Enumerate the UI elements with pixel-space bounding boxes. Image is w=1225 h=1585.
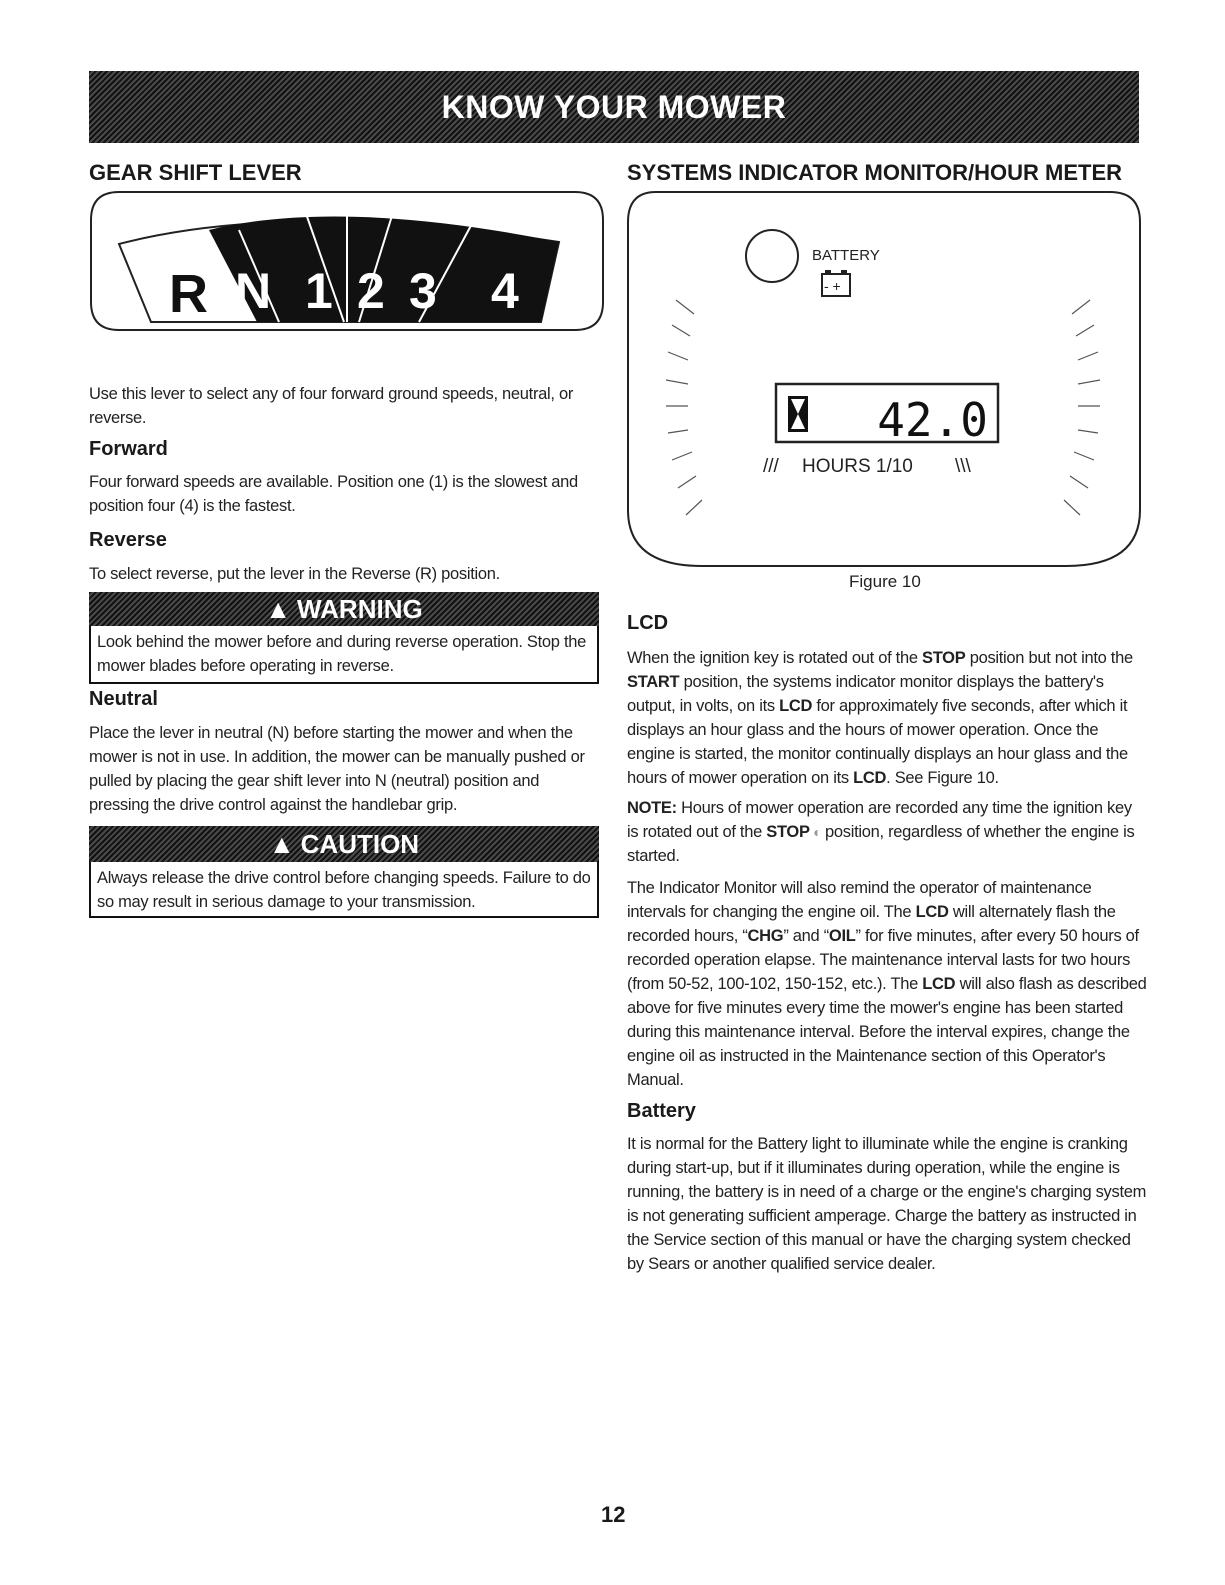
- warning-box: [89, 592, 599, 684]
- caution-text: Always release the drive control before changing speeds. Failure to do so may result in serious damage to your transmission.: [89, 862, 599, 918]
- caution-title: CAUTION: [300, 828, 420, 859]
- lcd-heading: LCD: [627, 612, 669, 634]
- gear-shift-figure: [89, 190, 605, 332]
- gear-label-n: N: [235, 263, 272, 319]
- systems-monitor-heading: SYSTEMS INDICATOR MONITOR/HOUR METER: [627, 160, 1123, 185]
- gear-shift-intro: Use this lever to select any of four forward ground speeds, neutral, or reverse.: [89, 385, 574, 427]
- caution-triangle-icon: ▲: [268, 828, 295, 859]
- battery-text: It is normal for the Battery light to illuminate while the engine is cranking during start-up, but if it illuminates during operation, while the engine is running, the battery is in need of a charge or the engine's charging system is not generating sufficient amperage. Charge the battery as instructed in the Service section of this manual or have the charging system checked by Sears or another qualified service dealer.: [627, 1135, 1147, 1273]
- neutral-text: Place the lever in neutral (N) before starting the mower and when the mower is not in use. In addition, the mower can be manually pushed or pulled by placing the gear shift lever into N (neutral) position and pressing the drive control against the handlebar grip.: [89, 724, 585, 814]
- reverse-heading: Reverse: [89, 529, 167, 551]
- gear-label-1: 1: [305, 263, 333, 319]
- battery-heading: Battery: [627, 1100, 696, 1122]
- key-off-icon: ◐: [809, 824, 826, 840]
- lcd-note: NOTE: Hours of mower operation are recorded any time the ignition key is rotated out of the STOP ◐ position, regardless of whether the engine is started.: [627, 799, 1135, 865]
- lcd-paragraph-2: The Indicator Monitor will also remind the operator of maintenance intervals for changing the engine oil. The LCD will alternately flash the recorded hours, “CHG” and “OIL” for five minutes, after every 50 hours of recorded operation elapse. The maintenance interval lasts for two hours (from 50-52, 100-102, 150-152, etc.). The LCD will also flash as described above for five minutes every time the mower's engine has been started during this maintenance interval. Before the interval expires, change the engine oil as instructed in the Maintenance section of this Operator's Manual.: [627, 879, 1147, 1089]
- hourglass-icon: [788, 396, 808, 432]
- battery-terminals: - +: [824, 278, 841, 294]
- forward-text: Four forward speeds are available. Position one (1) is the slowest and position four (4) is the fastest.: [89, 473, 578, 515]
- monitor-figure: [626, 190, 1142, 568]
- page-number: 12: [601, 1502, 626, 1527]
- lcd-paragraph-1: When the ignition key is rotated out of the STOP position but not into the START position, the systems indicator monitor displays the battery's output, in volts, on its LCD for approximately five seconds, after which it displays an hour glass and the hours of mower operation. Once the engine is started, the monitor continually displays an hour glass and the hours of mower operation on its LCD. See Figure 10.: [627, 649, 1133, 787]
- warning-title: WARNING: [297, 593, 423, 624]
- hours-slashes-left: ///: [763, 456, 779, 477]
- hours-label: HOURS 1/10: [802, 456, 913, 477]
- forward-heading: Forward: [89, 438, 168, 460]
- caution-box: [89, 826, 599, 918]
- warning-text: Look behind the mower before and during reverse operation. Stop the mower blades before operating in reverse.: [89, 626, 599, 684]
- battery-icon: [822, 270, 850, 296]
- gear-label-4: 4: [491, 263, 519, 319]
- warning-triangle-icon: ▲: [265, 593, 292, 624]
- gear-label-r: R: [169, 264, 208, 324]
- section-banner: [89, 71, 1139, 143]
- reverse-text: To select reverse, put the lever in the Reverse (R) position.: [89, 565, 500, 583]
- figure-caption: Figure 10: [849, 572, 921, 591]
- gear-shift-heading: GEAR SHIFT LEVER: [89, 160, 302, 185]
- hours-slashes-right: \\\: [955, 456, 971, 477]
- gear-label-3: 3: [409, 263, 437, 319]
- caution-header: [89, 826, 599, 862]
- gear-label-2: 2: [357, 263, 385, 319]
- battery-label: BATTERY: [812, 247, 880, 264]
- lcd-value: 42.0: [877, 393, 988, 447]
- neutral-heading: Neutral: [89, 688, 158, 710]
- warning-header: [89, 592, 599, 626]
- banner-title: KNOW YOUR MOWER: [441, 88, 787, 125]
